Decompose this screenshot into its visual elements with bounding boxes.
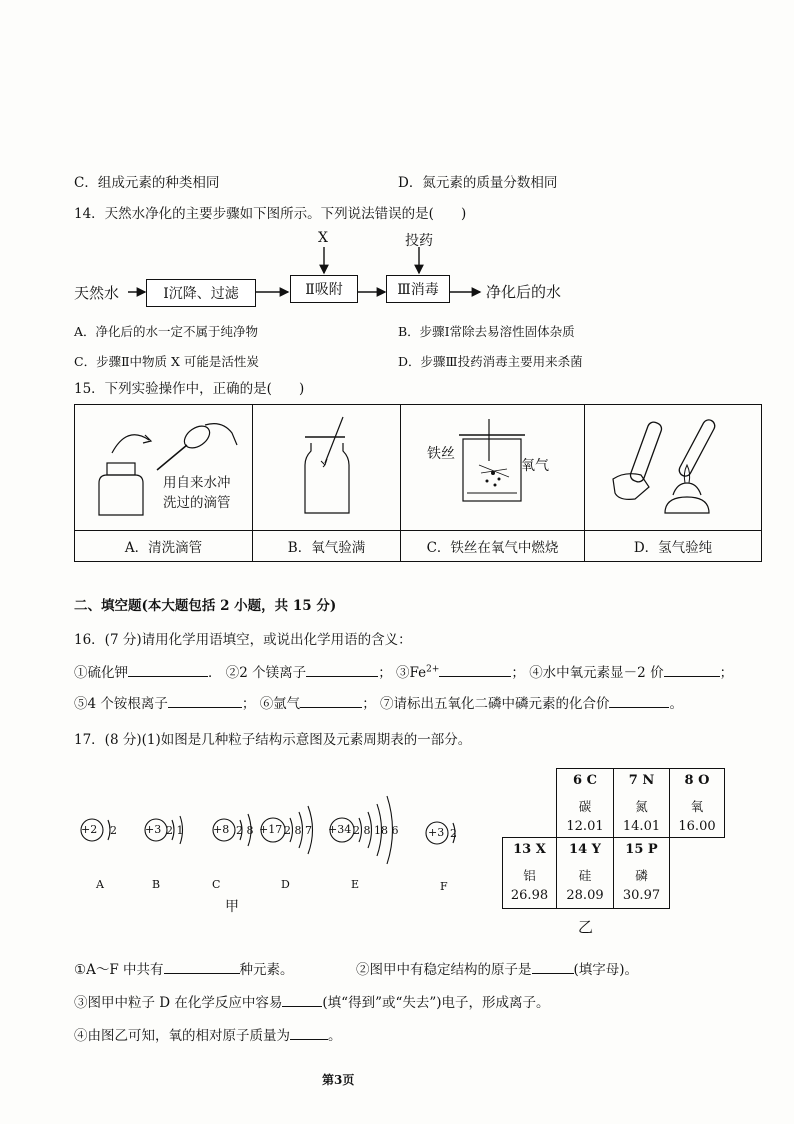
answer-blank[interactable] bbox=[609, 694, 669, 708]
atom-c-shells: 2 8 bbox=[236, 824, 254, 837]
atom-d-shells: 2 8 7 bbox=[284, 824, 312, 837]
atom-b-shells: 2 1 bbox=[166, 824, 184, 837]
answer-blank[interactable] bbox=[300, 694, 362, 708]
flow-step2: Ⅱ吸附 bbox=[290, 275, 358, 303]
answer-blank[interactable] bbox=[290, 1026, 328, 1040]
atom-f-nucleus: +3 bbox=[428, 826, 445, 839]
hydrogen-purity-test-illustration bbox=[605, 413, 745, 525]
atom-c-label: C bbox=[212, 878, 221, 891]
flow-add-drug: 投药 bbox=[405, 233, 433, 249]
atom-a-label: A bbox=[96, 878, 104, 891]
caption-a: A．清洗滴管 bbox=[75, 530, 252, 561]
q16-stem: 16．(7 分)请用化学用语填空，或说出化学用语的含义： bbox=[74, 632, 412, 648]
caption-b: B．氧气验满 bbox=[253, 530, 400, 561]
atom-e-label: E bbox=[351, 878, 360, 891]
q13-option-d: D．氮元素的质量分数相同 bbox=[398, 175, 558, 191]
answer-blank[interactable] bbox=[282, 993, 322, 1007]
answer-blank[interactable] bbox=[439, 663, 511, 677]
q14-option-b: B．步骤Ⅰ常除去易溶性固体杂质 bbox=[398, 324, 575, 339]
atom-c-nucleus: +8 bbox=[213, 823, 230, 836]
q16-row2: ⑤4 个铵根离子 ； ⑥氩气 ； ⑦请标出五氧化二磷中磷元素的化合价 。 bbox=[74, 696, 683, 712]
experiment-b bbox=[253, 405, 401, 561]
q16-item6: ⑥氩气 bbox=[259, 696, 301, 712]
atom-f-label: F bbox=[440, 880, 448, 893]
image-a-text-line2: 洗过的滴管 bbox=[163, 495, 231, 511]
experiment-table bbox=[74, 404, 762, 562]
q13-option-c: C．组成元素的种类相同 bbox=[74, 175, 220, 191]
page-number: 第3页 bbox=[322, 1073, 355, 1087]
flow-step3: Ⅲ消毒 bbox=[386, 275, 450, 303]
element-cell-p: 15 P 磷 30.97 bbox=[613, 837, 670, 909]
q14-stem: 14．天然水净化的主要步骤如下图所示。下列说法错误的是( ) bbox=[74, 206, 467, 222]
element-cell-al: 13 X 铝 26.98 bbox=[502, 837, 557, 909]
q14-option-c: C．步骤Ⅱ中物质 X 可能是活性炭 bbox=[74, 354, 259, 369]
q17-sub3: ③图甲中粒子 D 在化学反应中容易 (填“得到”或“失去”)电子，形成离子。 bbox=[74, 995, 550, 1011]
atom-d-label: D bbox=[281, 878, 290, 891]
atom-f-shells: 2 bbox=[450, 827, 457, 840]
experiment-a bbox=[75, 405, 253, 561]
q17-sub2: ②图甲中有稳定结构的原子是 (填字母)。 bbox=[356, 962, 639, 978]
answer-blank[interactable] bbox=[306, 663, 378, 677]
atom-e-shells: 2 8 18 6 bbox=[353, 824, 399, 837]
answer-blank[interactable] bbox=[664, 663, 720, 677]
answer-blank[interactable] bbox=[164, 960, 240, 974]
element-cell-n: 7 N 氮 14.01 bbox=[613, 768, 670, 838]
atom-a-nucleus: +2 bbox=[81, 823, 98, 836]
answer-blank[interactable] bbox=[128, 663, 208, 677]
oxygen-test-illustration bbox=[283, 413, 383, 528]
element-cell-o: 8 O 氧 16.00 bbox=[669, 768, 725, 838]
atom-b-nucleus: +3 bbox=[145, 823, 162, 836]
element-cell-si: 14 Y 硅 28.09 bbox=[556, 837, 614, 909]
experiment-c bbox=[401, 405, 585, 561]
image-a-text-line1: 用自来水冲 bbox=[163, 475, 231, 491]
q17-sub4: ④由图乙可知，氧的相对原子质量为 。 bbox=[74, 1028, 342, 1044]
q17-stem: 17．(8 分)(1)如图是几种粒子结构示意图及元素周期表的一部分。 bbox=[74, 732, 472, 748]
q14-option-a: A．净化后的水一定不属于纯净物 bbox=[74, 324, 259, 339]
flow-output: 净化后的水 bbox=[486, 283, 562, 301]
q16-row1: ①硫化钾 ． ②2 个镁离子 ； $③Fe^{2+}$ ； ④水中氧元素显－2 价 ； bbox=[74, 664, 734, 681]
caption-d: D．氢气验纯 bbox=[585, 530, 761, 561]
q14-option-d: D．步骤Ⅲ投药消毒主要用来杀菌 bbox=[398, 354, 583, 369]
figure-yi-label: 乙 bbox=[578, 918, 594, 936]
q15-stem: 15．下列实验操作中，正确的是( ) bbox=[74, 381, 305, 397]
q16-item4: ④水中氧元素显－2 价 bbox=[529, 665, 664, 681]
section2-title: 二、填空题(本大题包括 2 小题，共 15 分) bbox=[74, 598, 337, 614]
image-c-label-right: 氧气 bbox=[521, 458, 549, 474]
caption-c: C．铁丝在氧气中燃烧 bbox=[401, 530, 584, 561]
element-cell-c: 6 C 碳 12.01 bbox=[556, 768, 614, 838]
q16-item7: ⑦请标出五氧化二磷中磷元素的化合价 bbox=[379, 696, 610, 712]
atom-a-shells: 2 bbox=[110, 824, 117, 837]
q16-item3: $③Fe^{2+}$ bbox=[395, 664, 440, 681]
flow-input: 天然水 bbox=[74, 284, 120, 302]
image-c-label-left: 铁丝 bbox=[427, 446, 455, 462]
flow-step1: Ⅰ沉降、过滤 bbox=[146, 279, 256, 307]
q16-item2: ②2 个镁离子 bbox=[225, 665, 307, 681]
q17-sub1: ①A～F 中共有 种元素。 bbox=[74, 962, 294, 978]
flow-add-x: X bbox=[318, 230, 328, 246]
experiment-d bbox=[585, 405, 761, 561]
answer-blank[interactable] bbox=[532, 960, 574, 974]
q16-item5: ⑤4 个铵根离子 bbox=[74, 696, 168, 712]
atom-d-nucleus: +17 bbox=[259, 823, 283, 836]
atom-e-nucleus: +34 bbox=[328, 823, 352, 836]
answer-blank[interactable] bbox=[168, 694, 242, 708]
q16-item1: ①硫化钾 bbox=[74, 665, 128, 681]
figure-jia-label: 甲 bbox=[225, 899, 239, 915]
atom-b-label: B bbox=[152, 878, 161, 891]
